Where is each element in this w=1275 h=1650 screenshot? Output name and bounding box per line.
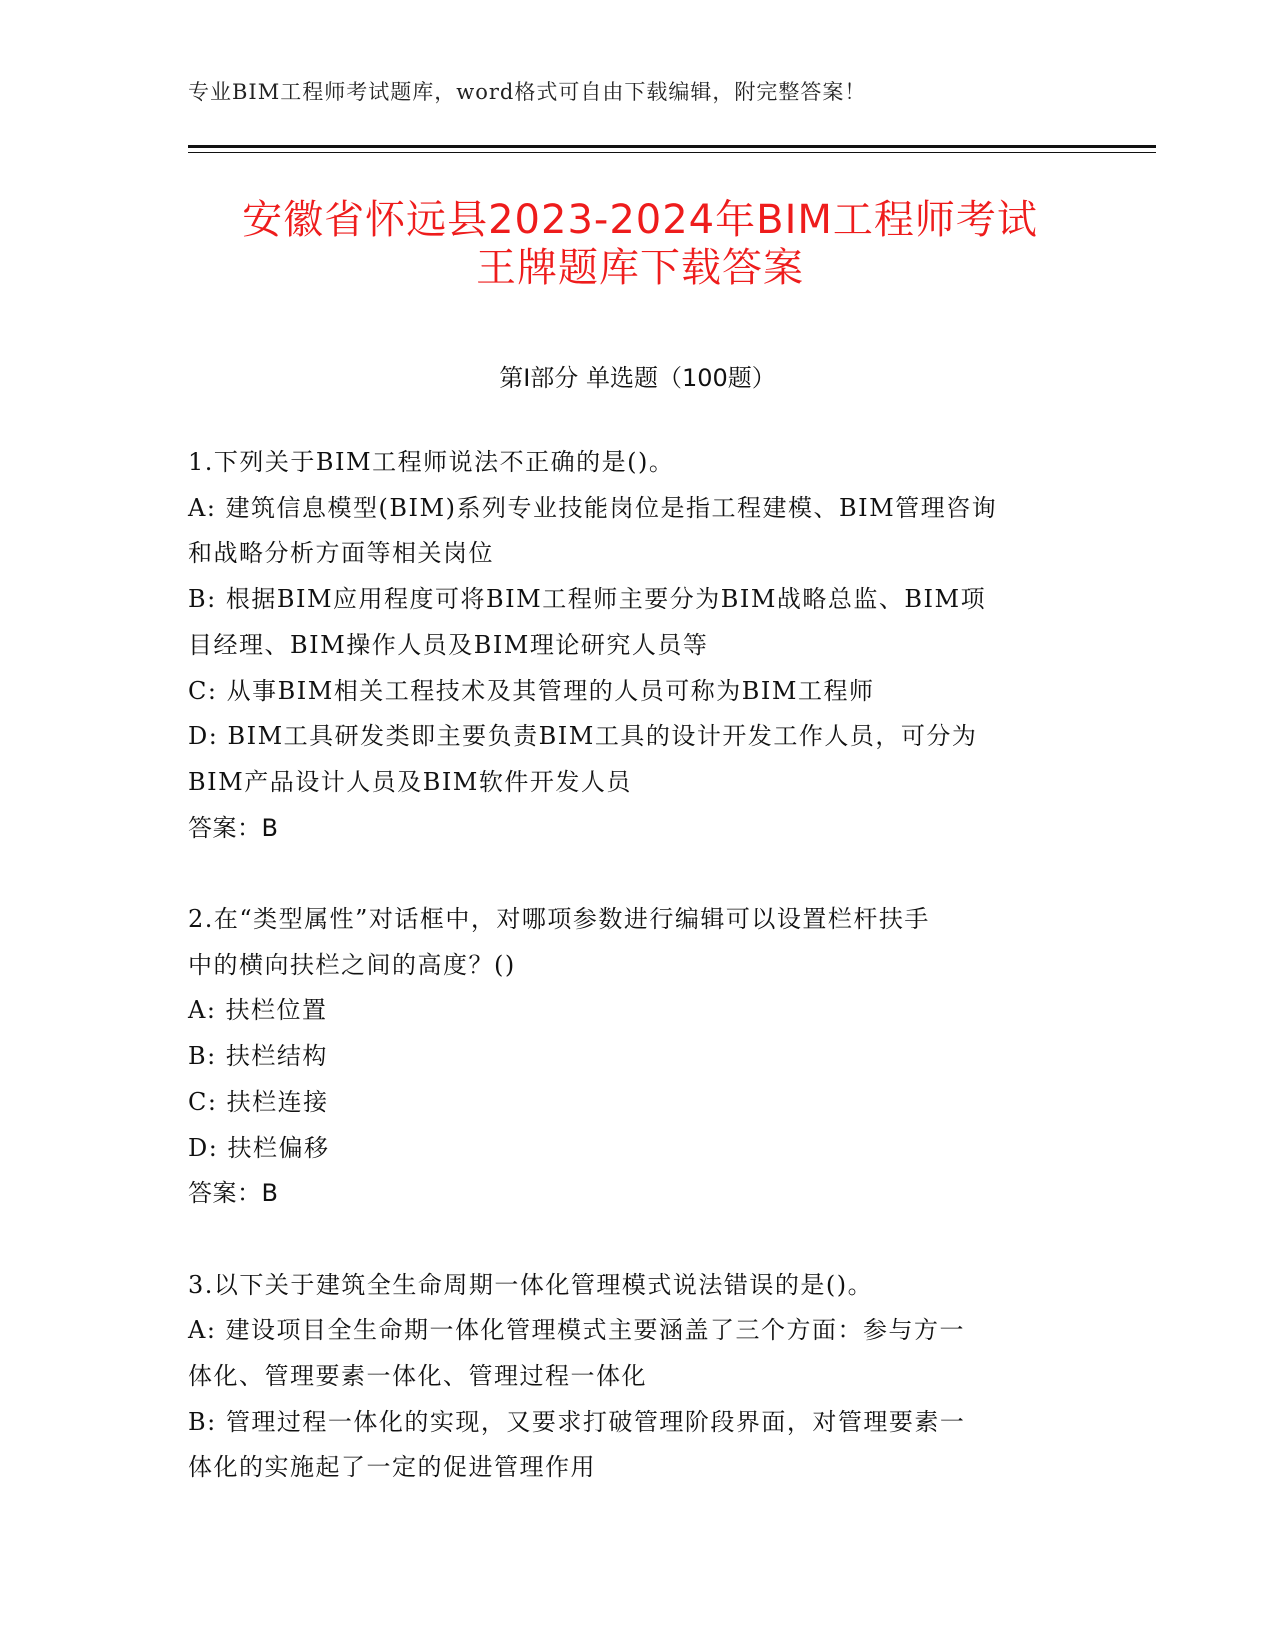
option-c: C: 扶栏连接 <box>188 1087 329 1116</box>
option-b: B: 扶栏结构 <box>188 1042 328 1071</box>
title-line-1: 安徽省怀远县2023-2024年BIM工程师考试 <box>242 197 1038 243</box>
option-b: B: 管理过程一体化的实现，又要求打破管理阶段界面，对管理要素一 <box>188 1407 966 1436</box>
answer: 答案：B <box>188 813 279 842</box>
option-a-continued: 和战略分析方面等相关岗位 <box>188 539 494 568</box>
question-stem: 1.下列关于BIM工程师说法不正确的是()。 <box>188 448 675 476</box>
option-b-continued: 体化的实施起了一定的促进管理作用 <box>188 1453 596 1482</box>
option-a: A: 建筑信息模型(BIM)系列专业技能岗位是指工程建模、BIM管理咨询 <box>188 493 998 522</box>
title-line-2: 王牌题库下载答案 <box>476 245 804 291</box>
header-note: 专业BIM工程师考试题库，word格式可自由下载编辑，附完整答案！ <box>188 80 867 104</box>
option-c: C: 从事BIM相关工程技术及其管理的人员可称为BIM工程师 <box>188 676 875 705</box>
answer: 答案：B <box>188 1179 279 1208</box>
question-list <box>188 440 1088 1537</box>
question-3 <box>188 1263 1088 1492</box>
option-b: B: 根据BIM应用程度可将BIM工程师主要分为BIM战略总监、BIM项 <box>188 585 987 614</box>
question-stem-continued: 中的横向扶栏之间的高度？() <box>188 950 516 979</box>
option-a-continued: 体化、管理要素一体化、管理过程一体化 <box>188 1362 647 1391</box>
section-title: 第Ⅰ部分 单选题（100题） <box>499 364 776 392</box>
header-divider <box>188 145 1156 153</box>
question-2 <box>188 897 1088 1217</box>
option-a: A: 扶栏位置 <box>188 996 328 1025</box>
option-d: D: BIM工具研发类即主要负责BIM工具的设计开发工作人员，可分为 <box>188 722 978 751</box>
option-b-continued: 目经理、BIM操作人员及BIM理论研究人员等 <box>188 630 709 659</box>
option-a: A: 建设项目全生命期一体化管理模式主要涵盖了三个方面：参与方一 <box>188 1316 966 1345</box>
question-1 <box>188 440 1088 851</box>
question-stem: 2.在“类型属性”对话框中，对哪项参数进行编辑可以设置栏杆扶手 <box>188 905 930 934</box>
option-d-continued: BIM产品设计人员及BIM软件开发人员 <box>188 767 632 796</box>
document-title <box>150 196 1130 292</box>
option-d: D: 扶栏偏移 <box>188 1133 330 1162</box>
question-stem: 3.以下关于建筑全生命周期一体化管理模式说法错误的是()。 <box>188 1270 874 1299</box>
